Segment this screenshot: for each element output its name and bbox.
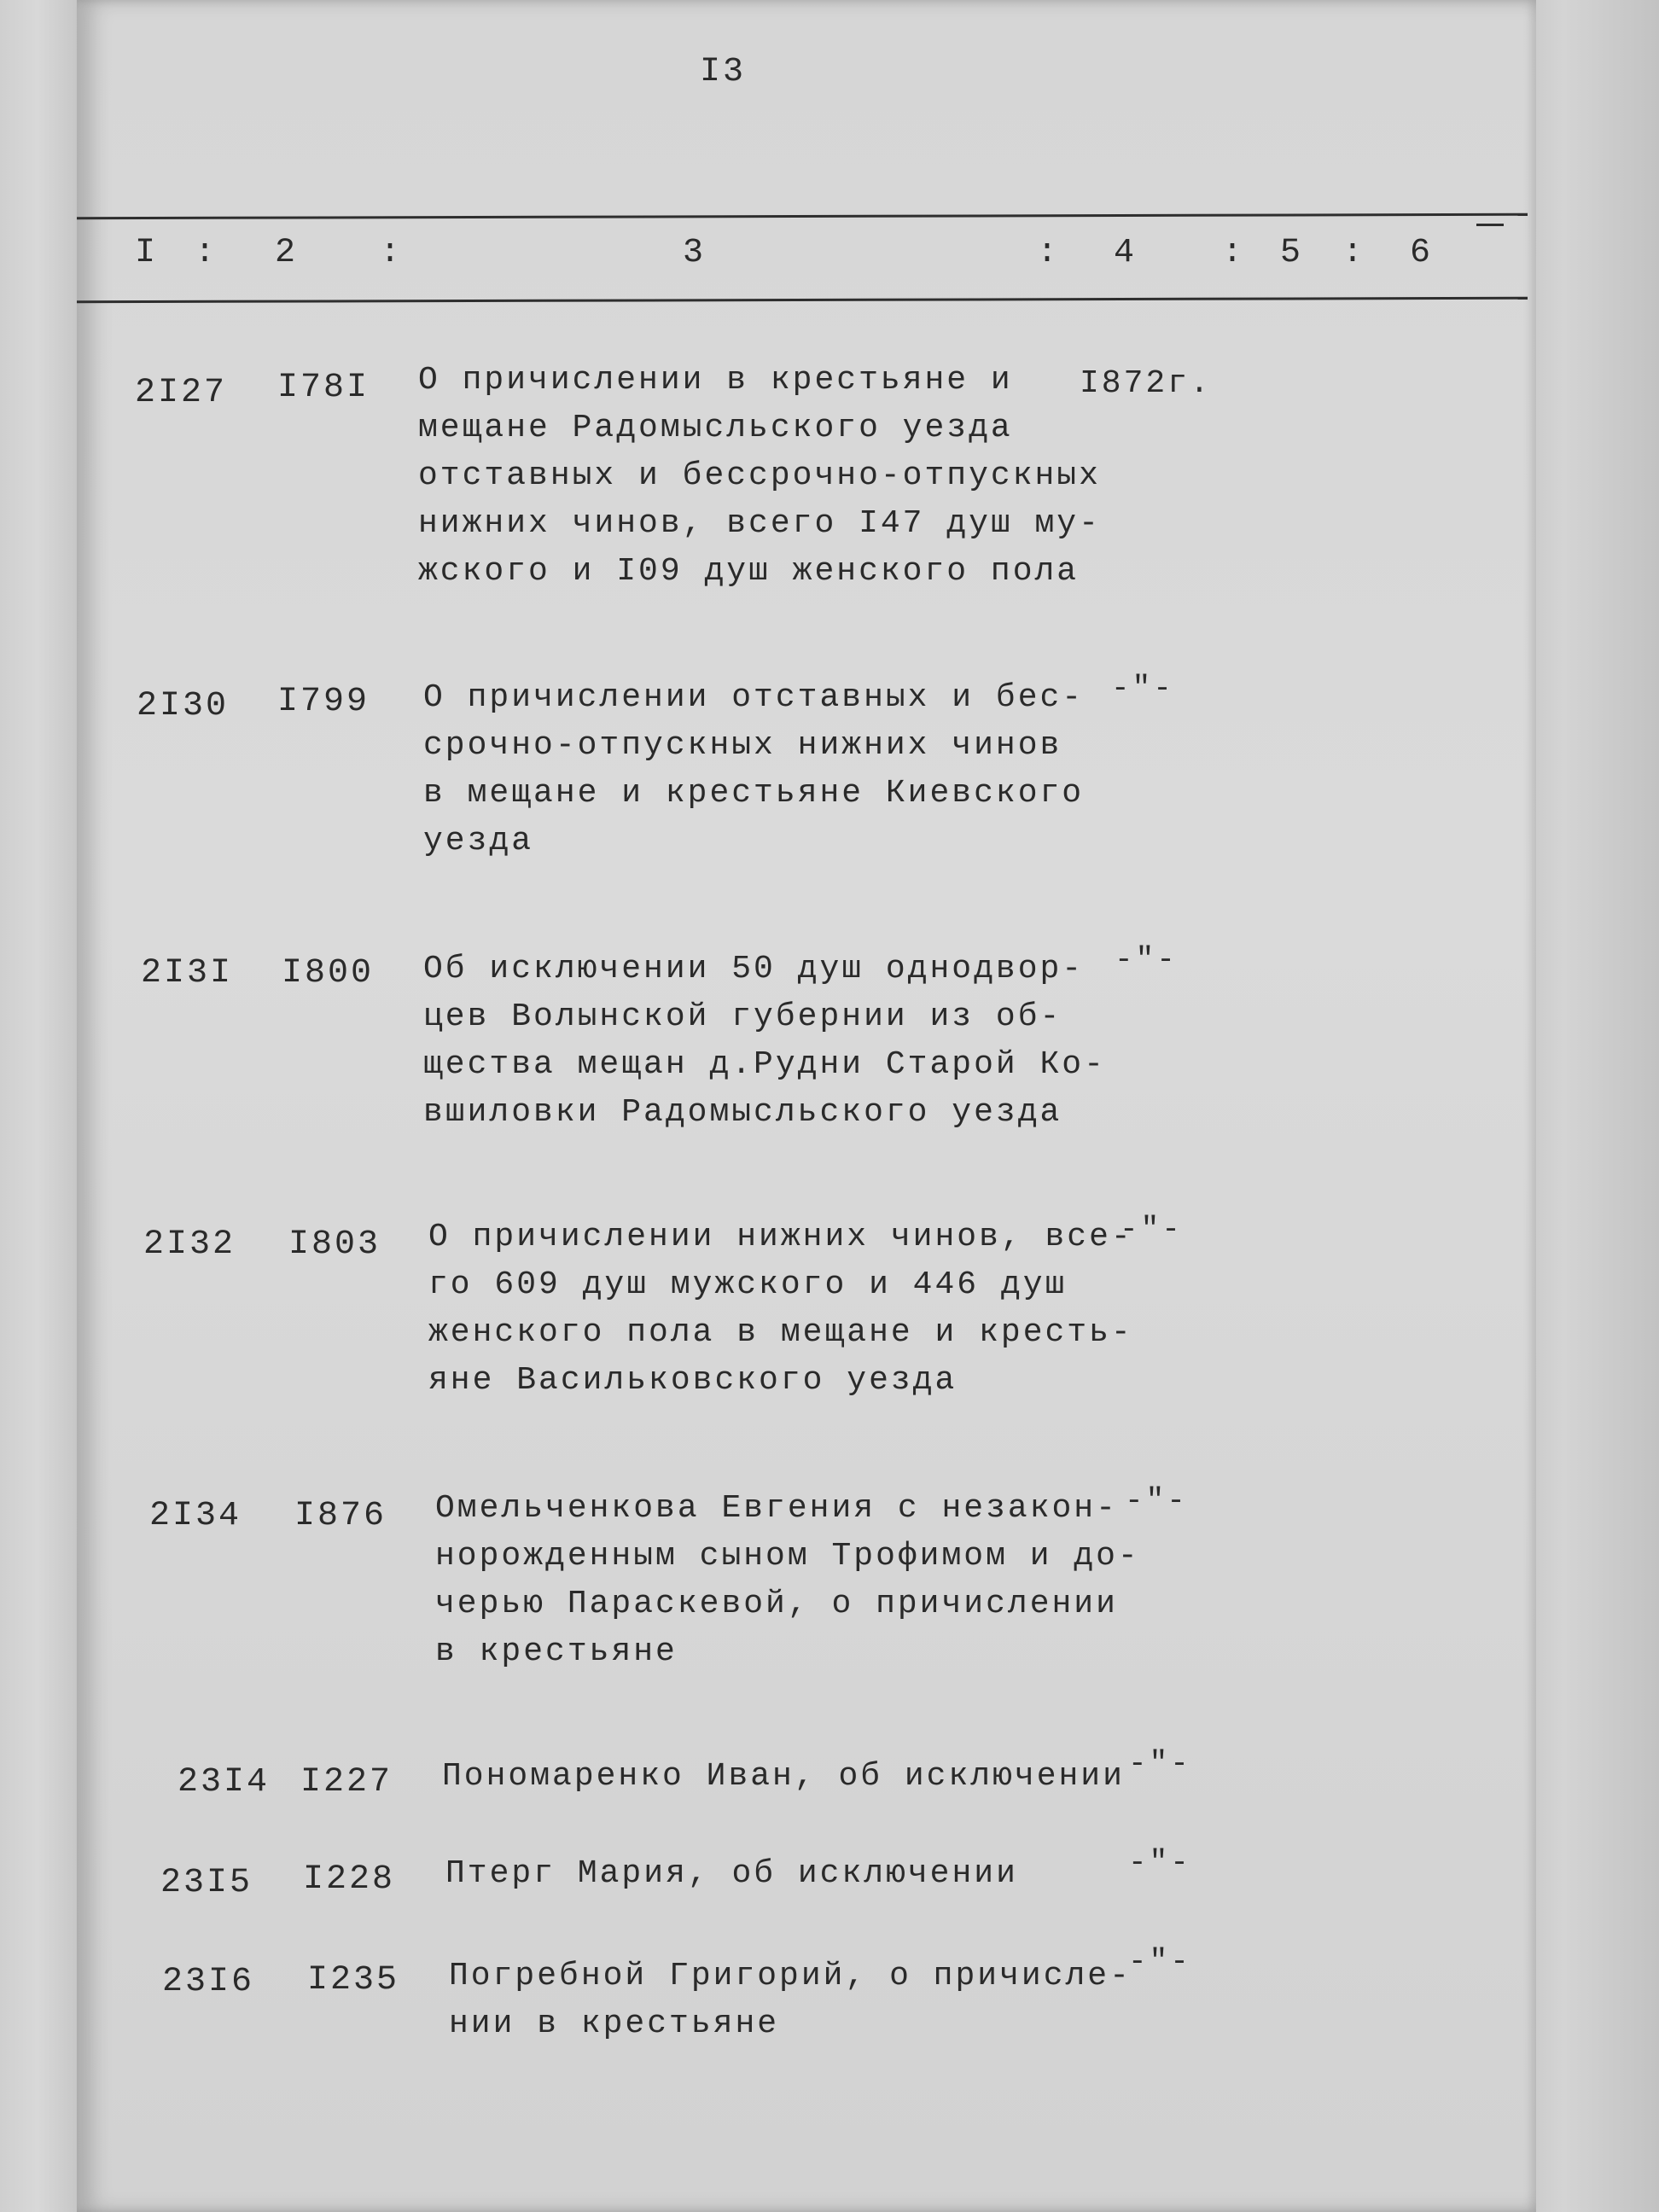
ditto-mark: -"- [1120,1212,1183,1247]
column-header-6: 6 [1410,234,1434,272]
record-number: 2I27 [135,374,228,412]
ditto-mark: -"- [1111,671,1174,706]
record-description: О причислении нижних чинов, все- го 609 душ мужского и 446 душ женского пола в мещане и кресть- яне Васильковского уезда [428,1219,1133,1399]
record-number: 2I34 [149,1497,242,1535]
right-background [1522,0,1659,2212]
file-number: I227 [300,1763,393,1802]
column-header-1: I [135,234,159,272]
header-corner-tick [1476,224,1504,226]
record-description: Об исключении 50 душ однодвор- цев Волынской губернии из об- щества мещан д.Рудни Старой Ко- вшиловки Радомысльского уезда [423,951,1106,1131]
ditto-mark: -"- [1128,1845,1191,1880]
ditto-mark: -"- [1125,1483,1188,1518]
ditto-mark: -"- [1128,1944,1191,1979]
record-number: 2I3I [141,954,234,992]
file-number: I876 [294,1497,387,1535]
record-description: Пономаренко Иван, об исключении [442,1758,1125,1795]
record-number: 23I6 [162,1963,255,2001]
file-number: I803 [288,1225,381,1264]
record-number: 23I5 [160,1864,253,1902]
file-number: I800 [282,954,375,992]
file-number: I78I [277,369,370,407]
column-header-3: 3 [683,234,707,272]
page-number: I3 [700,53,747,91]
column-header-5: 5 [1280,234,1304,272]
record-date: I872г. [1080,365,1212,402]
file-number: I228 [303,1860,396,1899]
record-number: 2I32 [143,1225,236,1264]
record-number: 2I30 [137,687,230,725]
record-description: О причислении отставных и бес- срочно-отпускных нижних чинов в мещане и крестьяне Киевского уезда [423,679,1085,859]
column-separator: : [1342,234,1366,272]
column-separator: : [1037,234,1061,272]
record-description: О причислении в крестьяне и мещане Радомысльского уезда отставных и бессрочно-отпускных нижних чинов, всего I47 душ му- жского и I09 душ женского пола [418,362,1101,590]
ditto-mark: -"- [1128,1746,1191,1781]
column-separator: : [380,234,404,272]
column-separator: : [195,234,218,272]
column-header-2: 2 [275,234,299,272]
file-number: I799 [277,683,370,721]
record-description: Погребной Григорий, о причисле- нии в крестьяне [449,1958,1132,2042]
record-number: 23I4 [178,1763,271,1802]
column-header-4: 4 [1114,234,1138,272]
record-description: Омельченкова Евгения с незакон- норожденным сыном Трофимом и до- черью Параскевой, о причислении в крестьяне [435,1490,1140,1670]
column-separator: : [1222,234,1246,272]
record-description: Птерг Мария, об исключении [445,1855,1018,1892]
file-number: I235 [307,1961,400,2000]
ditto-mark: -"- [1115,942,1178,977]
